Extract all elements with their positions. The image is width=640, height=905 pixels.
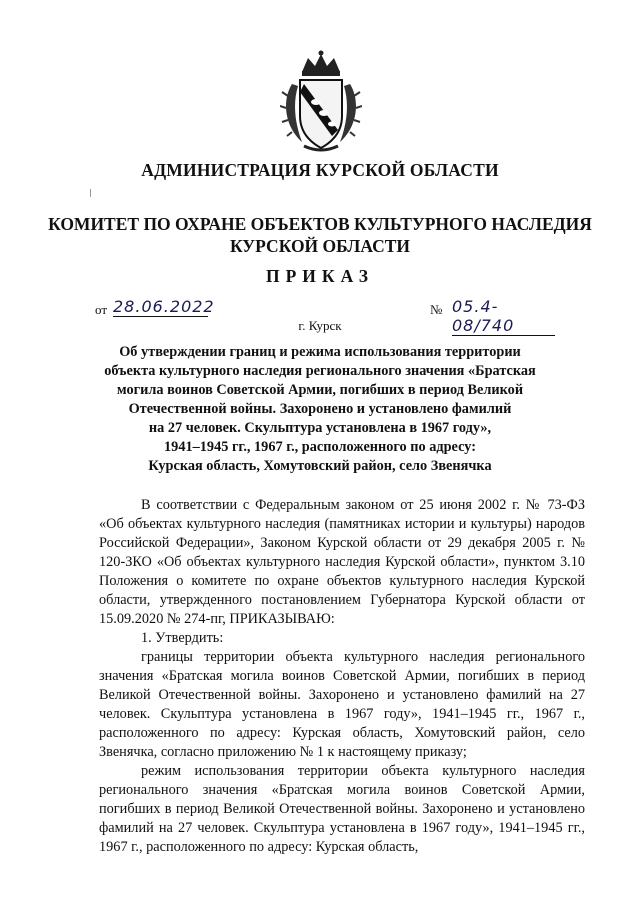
margin-mark [90, 189, 91, 197]
order-body [99, 496, 585, 857]
body-paragraph-boundaries: границы территории объекта культурного наследия регионального значения «Братская могила воинов Советской Армии, погибших в период Великой Отечественной войны. Захоронено и установлено фамилий на 27 человек. Скульптура установлена в 1967 году», 1941–1945 гг., 1967 г., расположенного по адресу: Курская область, Хомутовский район, село Звенячка, согласно приложению № 1 к настоящему приказу; [99, 649, 585, 760]
handwritten-date: 28.06.2022 [113, 297, 215, 316]
order-title [100, 343, 540, 476]
title-line: Об утверждении границ и режима использования территории [119, 344, 521, 360]
title-line: Отечественной войны. Захоронено и установлено фамилий [128, 401, 512, 417]
title-line: на 27 человек. Скульптура установлена в 1967 году», [148, 420, 492, 436]
handwritten-number: 05.4-08/740 [452, 297, 555, 336]
title-line: объекта культурного наследия регионального значения «Братская [104, 363, 536, 379]
document-type: ПРИКАЗ [265, 266, 375, 286]
title-line: 1941–1945 гг., 1967 г., расположенного по адресу: [164, 439, 476, 455]
body-paragraph-regime: режим использования территории объекта культурного наследия регионального значения «Братская могила воинов Советской Армии, погибших в период Великой Отечественной войны. Захоронено и установлено фамилий на 27 человек. Скульптура установлена в 1967 году», 1941–1945 гг., 1967 г., расположенного по адресу: Курская область, [99, 763, 585, 855]
date-label: от [95, 302, 108, 317]
administration-heading: АДМИНИСТРАЦИЯ КУРСКОЙ ОБЛАСТИ [141, 160, 499, 180]
kursk-coat-of-arms-icon [280, 50, 362, 154]
body-paragraph-item-1: 1. Утвердить: [141, 630, 224, 646]
city: г. Курск [298, 318, 342, 333]
title-line: могила воинов Советской Армии, погибших в период Великой [116, 382, 524, 398]
title-line: Курская область, Хомутовский район, село Звенячка [148, 458, 492, 474]
committee-heading-line-1: КОМИТЕТ ПО ОХРАНЕ ОБЪЕКТОВ КУЛЬТУРНОГО НАСЛЕДИЯ [48, 214, 592, 234]
number-label: № [430, 302, 443, 317]
body-paragraph-preamble: В соответствии с Федеральным законом от 25 июня 2002 г. № 73-ФЗ «Об объектах культурного наследия (памятниках истории и культуры) народов Российской Федерации», Законом Курской области от 29 декабря 2005 г. № 120-ЗКО «Об объектах культурного наследия Курской области», пунктом 3.10 Положения о комитете по охране объектов культурного наследия Курской области, утвержденного постановлением Губернатора Курской области от 15.09.2020 № 274-пг, ПРИКАЗЫВАЮ: [99, 497, 585, 627]
committee-heading [0, 213, 640, 257]
committee-heading-line-2: КУРСКОЙ ОБЛАСТИ [229, 236, 411, 256]
